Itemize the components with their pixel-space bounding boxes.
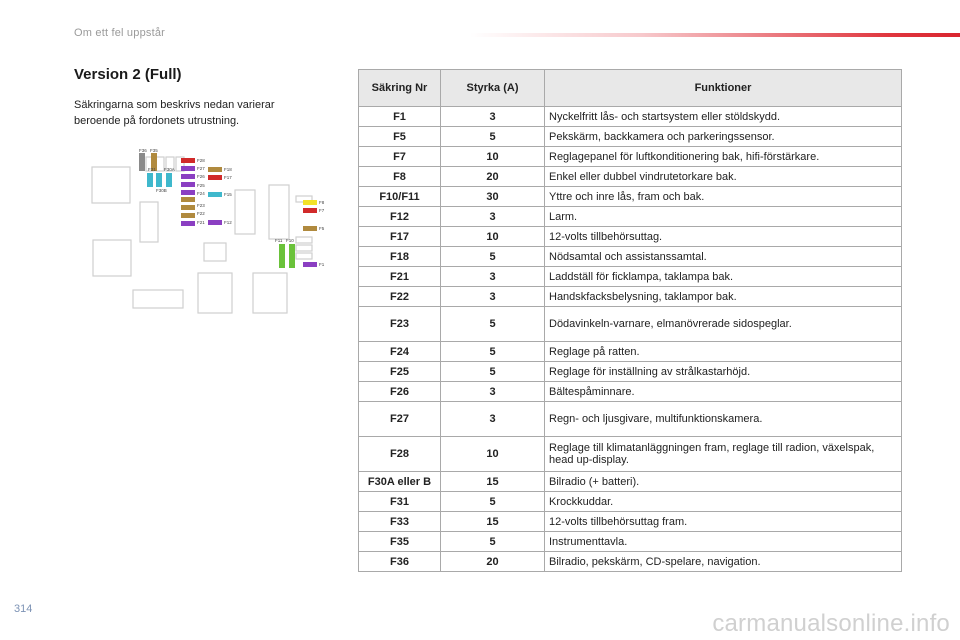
fuse-nr-cell: F35: [359, 532, 441, 552]
fuse-label-f24: F24: [197, 191, 205, 196]
function-cell: Bilradio (+ batteri).: [545, 472, 902, 492]
function-cell: Krockkuddar.: [545, 492, 902, 512]
table-row: [359, 227, 902, 247]
fuse-label-f25: F25: [197, 183, 205, 188]
fuse-nr-cell: F31: [359, 492, 441, 512]
amperage-cell: 5: [441, 307, 545, 342]
function-cell: Reglage till klimatanläggningen fram, reglage till radion, växelspak, head up-display.: [545, 437, 902, 472]
function-cell: Reglage på ratten.: [545, 342, 902, 362]
fuse-label-f10: F10: [286, 238, 294, 243]
fuse-table: [358, 69, 902, 572]
table-row: [359, 492, 902, 512]
function-cell: Instrumenttavla.: [545, 532, 902, 552]
function-cell: Pekskärm, backkamera och parkeringssensor.: [545, 127, 902, 147]
function-cell: Nödsamtal och assistanssamtal.: [545, 247, 902, 267]
page-number: 314: [14, 603, 33, 615]
fuse-nr-cell: F24: [359, 342, 441, 362]
amperage-cell: 15: [441, 512, 545, 532]
function-cell: Dödavinkeln-varnare, elmanövrerade sidospeglar.: [545, 307, 902, 342]
fuse-label-f1: F1: [319, 262, 325, 267]
fuse-label-f22: F22: [197, 211, 205, 216]
function-cell: Bältespåminnare.: [545, 382, 902, 402]
amperage-cell: 10: [441, 147, 545, 167]
table-row: [359, 147, 902, 167]
fuse-label-f15: F15: [224, 192, 232, 197]
fuse-nr-cell: F26: [359, 382, 441, 402]
amperage-cell: 5: [441, 362, 545, 382]
fuse-label-f18: F18: [224, 167, 232, 172]
fuse-nr-cell: F30A eller B: [359, 472, 441, 492]
fuse-nr-cell: F10/F11: [359, 187, 441, 207]
section-title: Version 2 (Full): [74, 66, 182, 83]
table-row: [359, 382, 902, 402]
fuse-box-outlines: [92, 157, 312, 313]
fuse-labels: [139, 148, 325, 267]
fuse-label-f27: F27: [197, 166, 205, 171]
function-cell: 12-volts tillbehörsuttag fram.: [545, 512, 902, 532]
fuse-box-diagram: [86, 145, 336, 320]
amperage-cell: 3: [441, 402, 545, 437]
header-fuse-nr: Säkring Nr: [359, 70, 441, 107]
amperage-cell: 3: [441, 107, 545, 127]
table-row: [359, 437, 902, 472]
table-row: [359, 107, 902, 127]
amperage-cell: 10: [441, 227, 545, 247]
fuse-label-f12: F12: [224, 220, 232, 225]
table-row: [359, 307, 902, 342]
fuse-label-f28: F28: [197, 158, 205, 163]
fuse-label-f30b: F30B: [156, 188, 167, 193]
fuse-label-f26: F26: [197, 174, 205, 179]
table-row: [359, 287, 902, 307]
fuse-label-f35: F35: [150, 148, 158, 153]
table-row: [359, 267, 902, 287]
fuse-label-f30a: F30A: [164, 167, 175, 172]
fuse-nr-cell: F21: [359, 267, 441, 287]
fuse-nr-cell: F25: [359, 362, 441, 382]
amperage-cell: 30: [441, 187, 545, 207]
amperage-cell: 10: [441, 437, 545, 472]
amperage-cell: 5: [441, 342, 545, 362]
fuse-nr-cell: F28: [359, 437, 441, 472]
fuse-nr-cell: F7: [359, 147, 441, 167]
header-amperage: Styrka (A): [441, 70, 545, 107]
fuse-label-f17: F17: [224, 175, 232, 180]
amperage-cell: 15: [441, 472, 545, 492]
amperage-cell: 5: [441, 247, 545, 267]
function-cell: Handskfacksbelysning, taklampor bak.: [545, 287, 902, 307]
function-cell: Regn- och ljusgivare, multifunktionskamera.: [545, 402, 902, 437]
function-cell: Enkel eller dubbel vindrutetorkare bak.: [545, 167, 902, 187]
intro-text: Säkringarna som beskrivs nedan varierar beroende på fordonets utrustning.: [74, 99, 275, 127]
fuse-label-f8: F8: [319, 200, 325, 205]
table-row: [359, 532, 902, 552]
fuse-label-f21: F21: [197, 220, 205, 225]
function-cell: 12-volts tillbehörsuttag.: [545, 227, 902, 247]
header-accent-line: [470, 33, 960, 37]
table-row: [359, 402, 902, 437]
fuse-label-f23: F23: [197, 203, 205, 208]
table-row: [359, 167, 902, 187]
watermark: carmanualsonline.info: [712, 610, 950, 637]
amperage-cell: 3: [441, 267, 545, 287]
fuse-nr-cell: F18: [359, 247, 441, 267]
function-cell: Laddställ för ficklampa, taklampa bak.: [545, 267, 902, 287]
fuse-table-body: [359, 107, 902, 572]
amperage-cell: 3: [441, 287, 545, 307]
fuse-nr-cell: F22: [359, 287, 441, 307]
table-row: [359, 342, 902, 362]
table-row: [359, 207, 902, 227]
function-cell: Larm.: [545, 207, 902, 227]
table-row: [359, 472, 902, 492]
table-row: [359, 512, 902, 532]
amperage-cell: 3: [441, 207, 545, 227]
fuse-label-f7: F7: [319, 208, 325, 213]
function-cell: Nyckelfritt lås- och startsystem eller stöldskydd.: [545, 107, 902, 127]
fuse-nr-cell: F17: [359, 227, 441, 247]
amperage-cell: 20: [441, 552, 545, 572]
fuse-table-header-row: [359, 70, 902, 107]
table-row: [359, 187, 902, 207]
table-row: [359, 127, 902, 147]
fuse-nr-cell: F5: [359, 127, 441, 147]
fuse-label-f11: F11: [275, 238, 283, 243]
header-title: Om ett fel uppstår: [74, 27, 166, 39]
amperage-cell: 5: [441, 127, 545, 147]
fuse-label-f31: F31: [148, 167, 156, 172]
function-cell: Reglage för inställning av strålkastarhöjd.: [545, 362, 902, 382]
table-row: [359, 552, 902, 572]
fuse-nr-cell: F23: [359, 307, 441, 342]
function-cell: Yttre och inre lås, fram och bak.: [545, 187, 902, 207]
table-row: [359, 362, 902, 382]
fuse-label-f5: F5: [319, 226, 325, 231]
function-cell: Bilradio, pekskärm, CD-spelare, navigation.: [545, 552, 902, 572]
amperage-cell: 3: [441, 382, 545, 402]
fuse-nr-cell: F27: [359, 402, 441, 437]
fuse-label-f36: F36: [139, 148, 147, 153]
amperage-cell: 5: [441, 532, 545, 552]
amperage-cell: 20: [441, 167, 545, 187]
amperage-cell: 5: [441, 492, 545, 512]
function-cell: Reglagepanel för luftkonditionering bak, hifi-förstärkare.: [545, 147, 902, 167]
fuse-nr-cell: F1: [359, 107, 441, 127]
fuse-nr-cell: F33: [359, 512, 441, 532]
header-functions: Funktioner: [545, 70, 902, 107]
fuse-nr-cell: F12: [359, 207, 441, 227]
table-row: [359, 247, 902, 267]
fuse-nr-cell: F8: [359, 167, 441, 187]
fuse-nr-cell: F36: [359, 552, 441, 572]
